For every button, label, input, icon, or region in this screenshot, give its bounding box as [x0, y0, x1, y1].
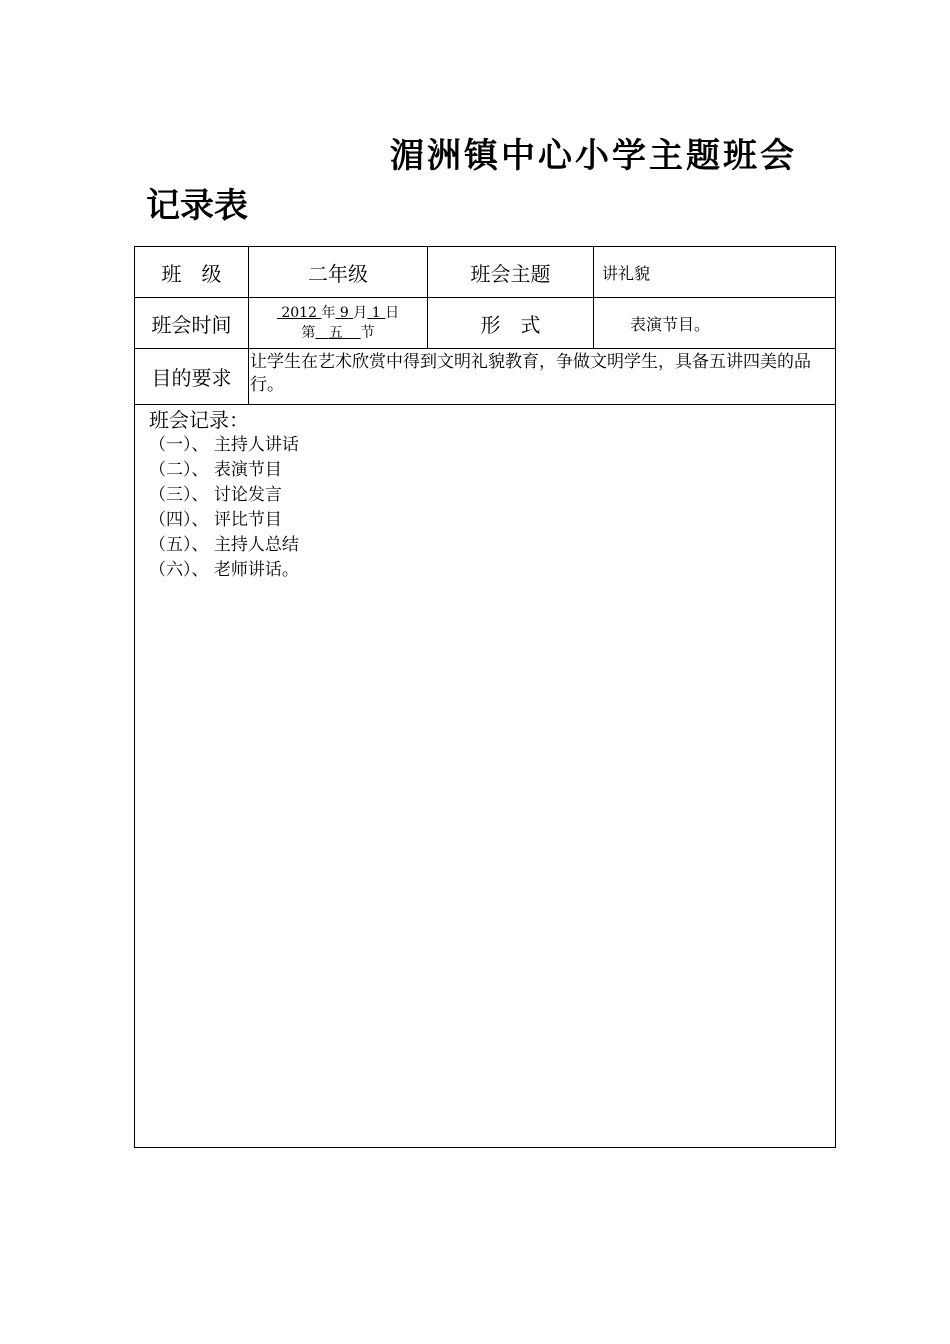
date-day-unit: 日 — [385, 305, 400, 321]
class-meeting-record-table — [134, 246, 836, 1148]
date-cell — [249, 298, 428, 349]
date-day: 1 — [371, 305, 381, 321]
document-title-line1: 湄洲镇中心小学主题班会 — [390, 136, 797, 176]
table-row-class — [135, 247, 836, 298]
record-heading: 班会记录： — [149, 408, 249, 432]
period-value: 五 — [328, 325, 343, 341]
table-row-time — [135, 298, 836, 349]
list-item: （一）、 主持人讲话 — [149, 435, 299, 455]
format-label: 形 式 — [428, 298, 594, 349]
period-line — [249, 323, 427, 343]
table-row-record — [135, 405, 836, 1148]
theme-label: 班会主题 — [428, 247, 594, 298]
date-month: 9 — [339, 305, 349, 321]
list-item: （四）、 评比节目 — [149, 510, 282, 530]
date-year: 2012 — [281, 305, 317, 321]
period-suffix: 节 — [360, 325, 375, 341]
list-item: （二）、 表演节目 — [149, 460, 282, 480]
date-month-unit: 月 — [353, 305, 368, 321]
purpose-value: 让学生在艺术欣赏中得到文明礼貌教育，争做文明学生，具备五讲四美的品行。 — [249, 349, 836, 405]
time-label: 班会时间 — [135, 298, 249, 349]
date-line — [249, 303, 427, 323]
format-value: 表演节目。 — [594, 298, 836, 349]
date-year-unit: 年 — [321, 305, 336, 321]
list-item: （五）、 主持人总结 — [149, 535, 299, 555]
list-item: （三）、 讨论发言 — [149, 485, 282, 505]
class-value: 二年级 — [249, 247, 428, 298]
list-item: （六）、 老师讲话。 — [149, 560, 299, 580]
table-row-purpose — [135, 349, 836, 405]
record-cell — [135, 405, 836, 1148]
theme-value: 讲礼貌 — [594, 247, 836, 298]
period-prefix: 第 — [301, 325, 316, 341]
class-label: 班 级 — [135, 247, 249, 298]
purpose-label: 目的要求 — [135, 349, 249, 405]
document-title-line2: 记录表 — [146, 186, 248, 226]
record-list — [149, 433, 835, 583]
